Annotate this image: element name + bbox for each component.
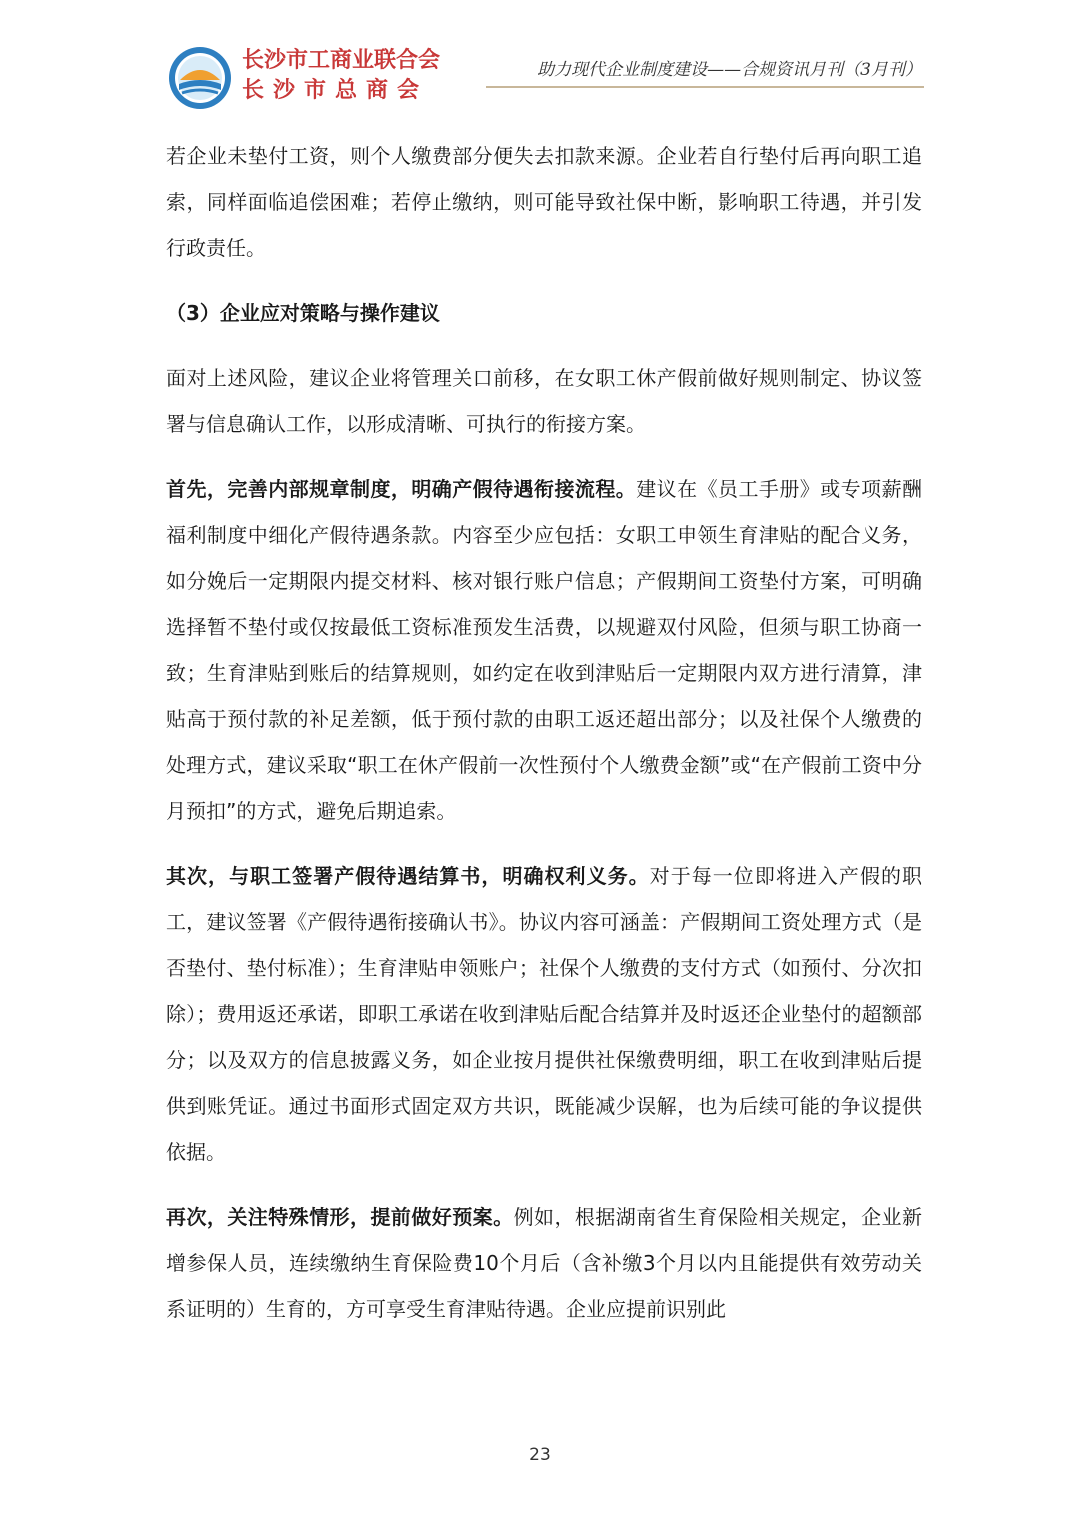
org-name-line-1: 长沙市工商业联合会 <box>242 48 441 73</box>
paragraph-3-lead: 首先，完善内部规章制度，明确产假待遇衔接流程。 <box>166 477 637 501</box>
page-number: 23 <box>529 1445 551 1465</box>
article-body <box>166 133 922 1351</box>
page-header <box>0 0 1080 120</box>
paragraph-4-lead: 其次，与职工签署产假待遇结算书，明确权利义务。 <box>166 864 650 888</box>
section-heading: （3）企业应对策略与操作建议 <box>166 301 440 325</box>
paragraph-5 <box>166 1194 922 1332</box>
org-name-line-2: 长沙市总商会 <box>242 78 429 103</box>
header-divider <box>486 86 924 88</box>
paragraph-1: 若企业未垫付工资，则个人缴费部分便失去扣款来源。企业若自行垫付后再向职工追索，同样面临追偿困难；若停止缴纳，则可能导致社保中断，影响职工待遇，并引发行政责任。 <box>166 144 922 260</box>
organization-name <box>242 46 440 106</box>
paragraph-5-text: 例如，根据湖南省生育保险相关规定，企业新增参保人员，连续缴纳生育保险费10个月后（含补缴3个月以内且能提供有效劳动关系证明的）生育的，方可享受生育津贴待遇。企业应提前识别此 <box>166 1205 923 1321</box>
paragraph-4 <box>166 853 922 1175</box>
chamber-logo-icon <box>168 46 232 110</box>
paragraph-3-text: 建议在《员工手册》或专项薪酬福利制度中细化产假待遇条款。内容至少应包括：女职工申领生育津贴的配合义务，如分娩后一定期限内提交材料、核对银行账户信息；产假期间工资垫付方案，可明确选择暂不垫付或仅按最低工资标准预发生活费，以规避双付风险，但须与职工协商一致；生育津贴到账后的结算规则，如约定在收到津贴后一定期限内双方进行清算，津贴高于预付款的补足差额，低于预付款的由职工返还超出部分；以及社保个人缴费的处理方式，建议采取“职工在休产假前一次性预付个人缴费金额”或“在产假前工资中分月预扣”的方式，避免后期追索。 <box>166 477 923 823</box>
journal-title: 助力现代企业制度建设——合规资讯月刊（3月刊） <box>537 60 922 80</box>
paragraph-4-text: 对于每一位即将进入产假的职工，建议签署《产假待遇衔接确认书》。协议内容可涵盖：产假期间工资处理方式（是否垫付、垫付标准）；生育津贴申领账户；社保个人缴费的支付方式（如预付、分次扣除）；费用返还承诺，即职工承诺在收到津贴后配合结算并及时返还企业垫付的超额部分；以及双方的信息披露义务，如企业按月提供社保缴费明细，职工在收到津贴后提供到账凭证。通过书面形式固定双方共识，既能减少误解，也为后续可能的争议提供依据。 <box>166 864 923 1164</box>
paragraph-5-lead: 再次，关注特殊情形，提前做好预案。 <box>166 1205 514 1229</box>
paragraph-3 <box>166 466 922 834</box>
paragraph-2: 面对上述风险，建议企业将管理关口前移，在女职工休产假前做好规则制定、协议签署与信息确认工作，以形成清晰、可执行的衔接方案。 <box>166 366 922 436</box>
